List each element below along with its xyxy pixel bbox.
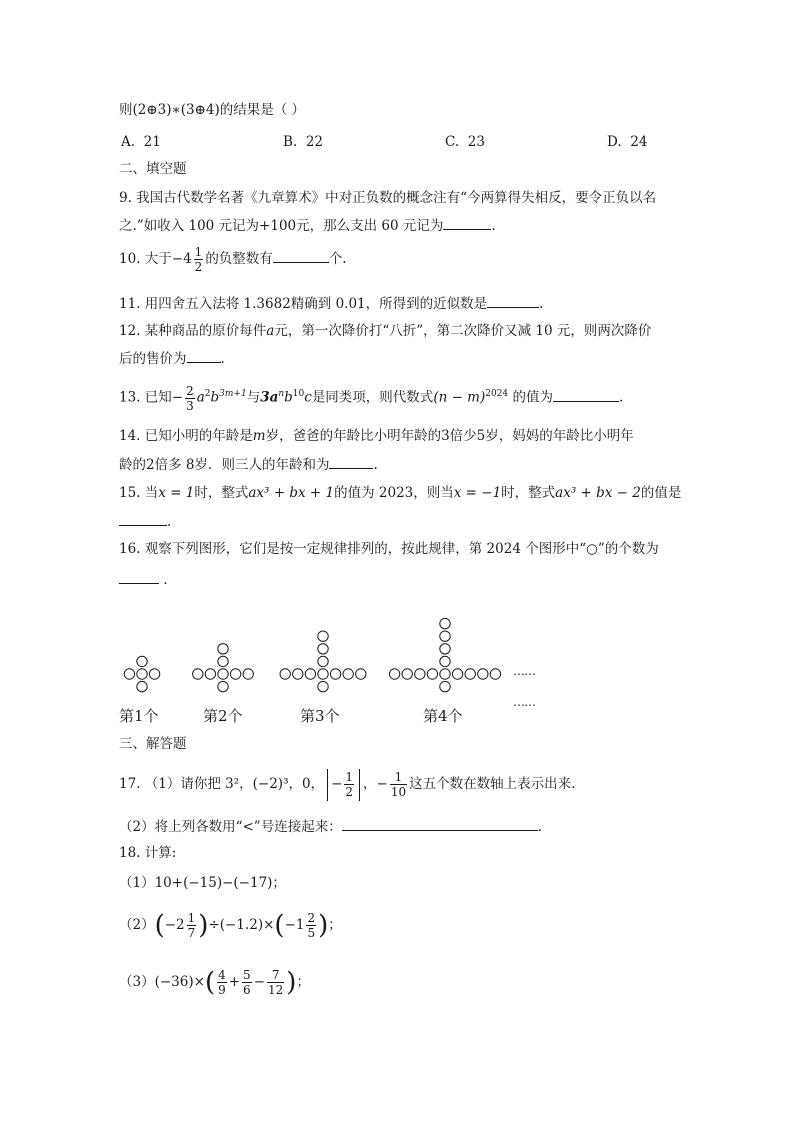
circle-figure-2	[191, 600, 255, 700]
q14-text-a: 14. 已知小明的年龄是	[119, 428, 253, 444]
q18-part2	[119, 905, 342, 945]
circle-mark	[124, 669, 134, 679]
q12-line1	[119, 322, 651, 340]
circle-mark	[318, 644, 328, 654]
circle-mark	[440, 681, 450, 691]
circle-mark	[218, 681, 228, 691]
answer-blank[interactable]	[487, 293, 539, 308]
q14-text-c: 龄的2倍多 8岁．则三人的年龄和为	[119, 457, 330, 473]
q13-text-d: 的值为	[512, 389, 553, 406]
q17-text-b: ，−	[363, 776, 388, 792]
circle-mark	[402, 669, 412, 679]
fraction	[267, 969, 284, 996]
q11-line	[119, 293, 543, 313]
circle-mark	[137, 669, 147, 679]
paren-close: )	[286, 967, 297, 998]
circle-mark	[193, 669, 203, 679]
circle-mark	[440, 656, 450, 666]
numerator: 1	[390, 771, 407, 785]
section-heading-fill-blank: 二、填空题	[119, 161, 187, 177]
period: .	[539, 296, 544, 312]
q12-text-c: 后的售价为	[119, 351, 187, 367]
q8-option-c[interactable]	[445, 133, 485, 151]
option-value: 21	[143, 134, 161, 150]
circle-mark	[440, 644, 450, 654]
q10-end: 个.	[328, 251, 347, 267]
option-label: B.	[283, 134, 298, 150]
variable: m	[252, 428, 266, 444]
option-label: D.	[607, 134, 622, 150]
figure-caption-2: 第2个	[203, 707, 243, 725]
period: .	[537, 819, 543, 835]
option-label: A.	[121, 134, 136, 150]
denominator: 9	[218, 983, 226, 997]
circle-figure-3	[278, 600, 368, 700]
circle-mark	[415, 669, 425, 679]
monomial-var: b	[284, 389, 293, 406]
section-heading-solve: 三、解答题	[119, 736, 187, 752]
q8-option-a[interactable]	[121, 133, 161, 151]
fraction	[242, 969, 252, 996]
denominator: 7	[187, 926, 196, 940]
numerator: 1	[187, 911, 196, 925]
q8-stem	[119, 101, 305, 119]
q15-text-d: 时，整式	[501, 485, 556, 501]
paren-open: (	[204, 967, 216, 998]
q18-part3: （3）(−36)×( $\frac{4}{9}$ + $\frac{5}{6}$ − $\frac{7}{12}$ )；	[119, 967, 310, 998]
abs-bar-left	[327, 769, 328, 801]
circle-figure-4	[387, 600, 503, 700]
q8-expr1: (2⊕3)	[132, 102, 172, 118]
variable: a	[266, 323, 275, 339]
q12-text-b: 元，第一次降价打“八折”，第二次降价又减 10 元，则两次降价	[274, 323, 652, 339]
period: .	[167, 514, 172, 530]
part-label: （3）	[119, 974, 155, 990]
circle-mark	[318, 681, 328, 691]
q15-text-b: 时，整式	[194, 485, 249, 501]
answer-blank[interactable]	[119, 569, 159, 584]
paren-close: )	[198, 910, 209, 941]
circle-mark	[230, 669, 240, 679]
option-value: 22	[305, 134, 323, 150]
q10-text-b: 的负整数有	[205, 251, 273, 267]
q9-line2	[119, 215, 496, 235]
q13-text-c: 是同类项，则代数式	[311, 389, 434, 406]
q9-text: 之.”如收入 100 元记为+100元，那么支出 60 元记为	[119, 218, 444, 234]
fraction	[185, 385, 195, 412]
circle-mark	[305, 669, 315, 679]
q14-text-b: 岁，爸爸的年龄比小明年龄的3倍少5岁，妈妈的年龄比小明年	[265, 428, 634, 444]
ellipsis-top: ……	[513, 664, 535, 678]
q13-line	[119, 378, 623, 414]
option-label: C.	[445, 134, 460, 150]
q15-text-c: 的值为 2023，则当	[334, 485, 454, 501]
q14-line1	[119, 427, 634, 445]
q15-text-a: 15. 当	[119, 485, 159, 501]
q17-line1	[119, 766, 575, 802]
circle-mark	[318, 669, 328, 679]
circle-mark	[330, 669, 340, 679]
monomial-var: c	[304, 389, 312, 406]
circle-pattern-3	[278, 600, 368, 700]
circle-mark	[440, 618, 450, 628]
circle-mark	[427, 669, 437, 679]
figure-caption-3: 第3个	[300, 707, 340, 725]
answer-blank[interactable]	[273, 248, 329, 263]
answer-blank[interactable]	[187, 348, 221, 363]
circle-pattern-4	[387, 600, 503, 700]
denominator: 2	[194, 260, 203, 274]
q16-line1: 16. 观察下列图形，它们是按一定规律排列的，按此规律，第 2024 个图形中“○”的个数为	[119, 541, 659, 557]
circle-figure-1	[122, 600, 162, 700]
circle-mark	[478, 669, 488, 679]
circle-mark	[465, 669, 475, 679]
circle-mark	[356, 669, 366, 679]
polynomial: ax³ + bx + 1	[248, 485, 335, 501]
abs-sign: −	[331, 776, 343, 792]
circle-mark	[218, 656, 228, 666]
q8-option-b[interactable]	[283, 133, 323, 151]
denominator: 12	[268, 983, 284, 997]
q15-text-e: 的值是	[640, 485, 682, 501]
mixed-whole: −1	[284, 917, 305, 933]
q18-title: 18. 计算:	[119, 845, 177, 861]
circle-mark	[280, 669, 290, 679]
q8-option-d[interactable]	[607, 133, 647, 151]
option-value: 23	[467, 134, 485, 150]
circle-pattern-2	[191, 600, 255, 700]
denominator: 10	[390, 785, 407, 799]
circle-mark	[149, 669, 159, 679]
circle-mark	[490, 669, 500, 679]
expression: (n − m)	[433, 389, 486, 406]
circle-mark	[218, 669, 228, 679]
q17-text-c: 这五个数在数轴上表示出来.	[409, 776, 576, 792]
denominator: 3	[186, 398, 194, 413]
figure-caption-1: 第1个	[119, 707, 159, 725]
numerator: 5	[243, 968, 251, 982]
circle-mark	[343, 669, 353, 679]
q8-prefix: 则	[119, 102, 133, 118]
q18-part1: （1）10+(−15)−(−17)；	[119, 875, 286, 891]
circle-mark	[243, 669, 253, 679]
circle-mark	[137, 656, 147, 666]
q15-line2	[119, 511, 171, 531]
exponent: 2	[204, 389, 211, 399]
period: .	[163, 572, 168, 588]
answer-blank[interactable]	[342, 816, 538, 831]
numerator: 4	[218, 968, 226, 982]
q15-line1	[119, 484, 681, 502]
abs-bar-right	[359, 769, 360, 801]
mixed-whole: −2	[164, 917, 185, 933]
q16-line2	[119, 569, 168, 589]
answer-blank[interactable]	[443, 215, 491, 230]
answer-blank[interactable]	[553, 387, 619, 402]
q13-text-b: 与	[246, 389, 261, 406]
exponent: n	[278, 389, 285, 399]
circle-mark	[137, 681, 147, 691]
denominator: 6	[243, 983, 251, 997]
condition: x = 1	[158, 485, 195, 501]
q11-text: 11. 用四舍五入法将 1.3682精确到 0.01，所得到的近似数是	[119, 296, 488, 312]
fraction	[390, 771, 407, 798]
q9-line1: 9. 我国古代数学名著《九章算术》中对正负数的概念注有“今两算得失相反，要令正负以名	[119, 190, 657, 206]
circle-mark	[440, 669, 450, 679]
paren-open: (	[154, 910, 165, 941]
denominator: 2	[345, 785, 354, 799]
operator-expr: (−36)×	[154, 974, 205, 990]
fraction	[194, 246, 204, 273]
q17-text-a: 17. （1）请你把 3²，(−2)³，0，	[119, 776, 325, 792]
q8-suffix: 的结果是（ ）	[219, 102, 306, 118]
monomial-var: a	[196, 389, 205, 406]
q12-text-a: 12. 某种商品的原价每件	[119, 323, 267, 339]
fraction	[217, 969, 227, 996]
q8-star: ∗	[171, 102, 181, 118]
denominator: 5	[307, 926, 316, 940]
period: .	[618, 389, 624, 406]
exponent: 2024	[485, 389, 509, 399]
period: .	[220, 351, 225, 367]
paren-close: )	[318, 910, 329, 941]
q10-text-a: 10. 大于−4	[119, 251, 192, 267]
q10-line	[119, 244, 347, 274]
semicolon: ；	[296, 974, 310, 990]
semicolon: ；	[328, 917, 342, 933]
numerator: 2	[186, 383, 194, 398]
fraction	[344, 771, 354, 798]
period: .	[491, 218, 496, 234]
circle-mark	[440, 631, 450, 641]
option-value: 24	[630, 134, 648, 150]
period: .	[373, 457, 378, 473]
numerator: 2	[307, 911, 316, 925]
circle-mark	[318, 631, 328, 641]
paren-open: (	[274, 910, 285, 941]
figure-caption-4: 第4个	[423, 707, 463, 725]
q8-expr2: (3⊕4)	[180, 102, 220, 118]
exponent: 10	[292, 389, 305, 399]
q17-text-d: （2）将上列各数用“<”号连接起来：	[119, 819, 342, 835]
monomial-var: 3a	[260, 389, 279, 406]
circle-mark	[389, 669, 399, 679]
circle-mark	[205, 669, 215, 679]
q12-line2	[119, 348, 225, 368]
circle-pattern-1	[122, 600, 162, 700]
circle-mark	[318, 656, 328, 666]
q17-part2	[119, 816, 542, 836]
numerator: 1	[194, 245, 203, 259]
ellipsis-bottom: ……	[513, 695, 535, 709]
exponent: 3m+1	[219, 389, 247, 399]
circle-mark	[218, 644, 228, 654]
fraction	[187, 912, 197, 939]
operator-expr: ÷(−1.2)×	[208, 917, 275, 933]
circle-mark	[452, 669, 462, 679]
condition: x = −1	[453, 485, 502, 501]
circle-mark	[293, 669, 303, 679]
answer-blank[interactable]	[119, 511, 167, 526]
fraction	[306, 912, 316, 939]
numerator: 1	[345, 770, 354, 784]
monomial-var: b	[210, 389, 220, 406]
answer-blank[interactable]	[329, 454, 373, 469]
part-label: （2）	[119, 917, 155, 933]
numerator: 7	[267, 969, 284, 983]
q13-text-a: 13. 已知−	[119, 389, 184, 406]
polynomial: ax³ + bx − 2	[555, 485, 641, 501]
q14-line2	[119, 454, 378, 474]
